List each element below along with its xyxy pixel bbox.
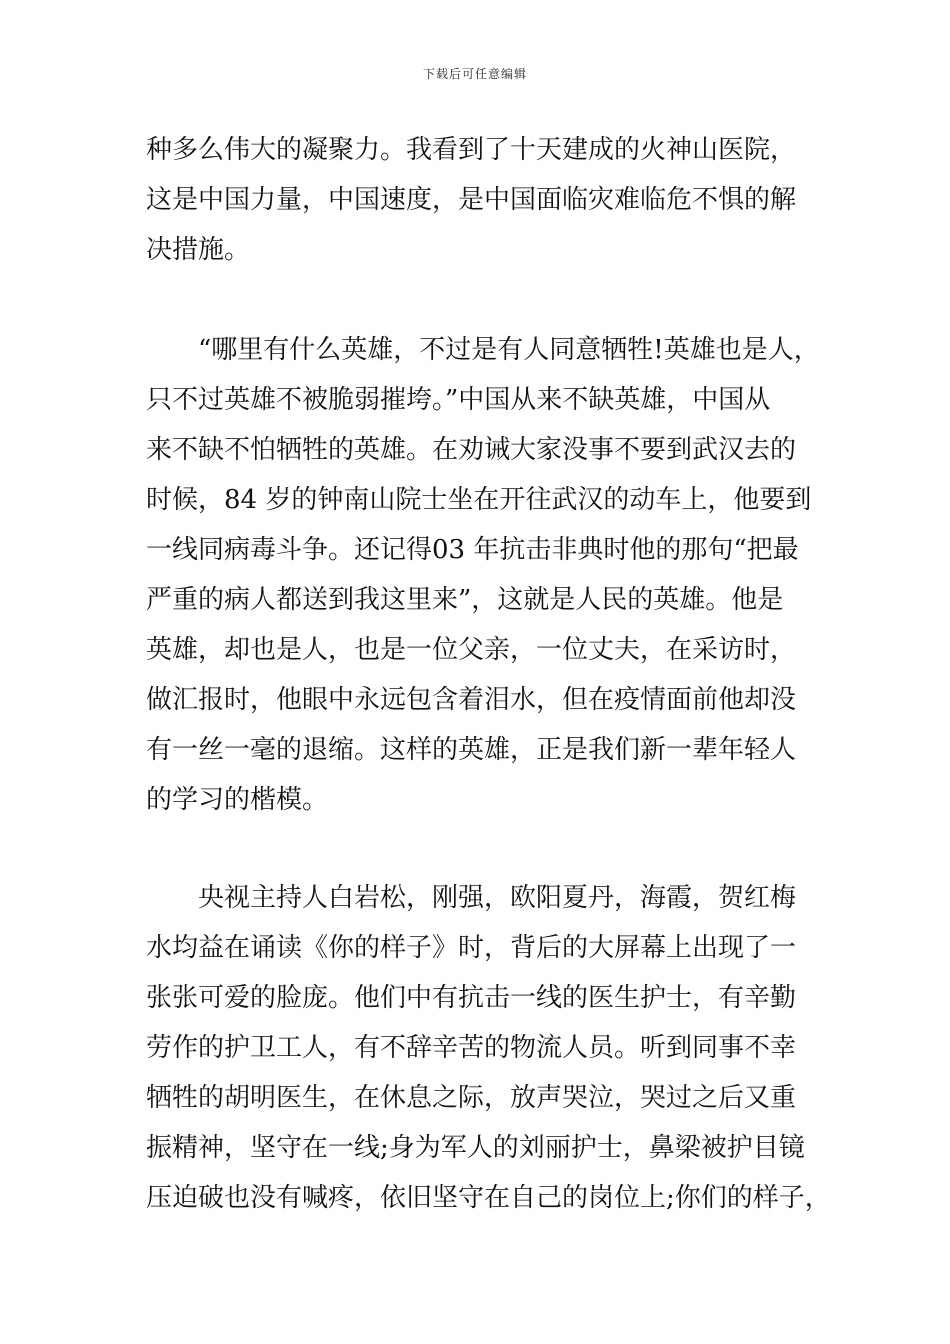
paragraph-2-line: 来不缺不怕牺牲的英雄。在劝诫大家没事不要到武汉去的: [146, 435, 797, 465]
paragraph-2-line: 有一丝一毫的退缩。这样的英雄，正是我们新一辈年轻人: [146, 735, 797, 765]
paragraph-2-line: “哪里有什么英雄，不过是有人同意牺牲!英雄也是人，: [198, 335, 820, 365]
paragraph-3-line: 张张可爱的脸庞。他们中有抗击一线的医生护士，有辛勤: [146, 983, 797, 1013]
paragraph-2-line: 时候，84 岁的钟南山院士坐在开往武汉的动车上，他要到: [146, 485, 812, 515]
header-note: 下载后可任意编辑: [422, 67, 527, 81]
paragraph-2-line: 做汇报时，他眼中永远包含着泪水，但在疫情面前他却没: [146, 685, 797, 715]
paragraph-1-line: 种多么伟大的凝聚力。我看到了十天建成的火神山医院，: [146, 135, 797, 165]
paragraph-2-line: 只不过英雄不被脆弱摧垮。”中国从来不缺英雄，中国从: [146, 385, 771, 415]
paragraph-1-line: 这是中国力量，中国速度，是中国面临灾难临危不惧的解: [146, 185, 797, 215]
paragraph-2-line: 的学习的楷模。: [146, 785, 329, 815]
paragraph-3-line: 压迫破也没有喊疼，依旧坚守在自己的岗位上;你们的样子，: [146, 1183, 831, 1213]
paragraph-3-line: 振精神，坚守在一线;身为军人的刘丽护士，鼻梁被护目镜: [146, 1133, 805, 1163]
paragraph-2-line: 一线同病毒斗争。还记得03 年抗击非典时他的那句“把最: [146, 535, 799, 565]
paragraph-2-line: 严重的病人都送到我这里来”，这就是人民的英雄。他是: [146, 585, 784, 615]
paragraph-2-line: 英雄，却也是人，也是一位父亲，一位丈夫，在采访时，: [146, 635, 797, 665]
paragraph-3-line: 劳作的护卫工人，有不辞辛苦的物流人员。听到同事不幸: [146, 1033, 797, 1063]
paragraph-3-line: 央视主持人白岩松，刚强，欧阳夏丹，海霞，贺红梅: [198, 883, 797, 913]
paragraph-3-line: 牺牲的胡明医生，在休息之际，放声哭泣，哭过之后又重: [146, 1083, 797, 1113]
paragraph-3-line: 水均益在诵读《你的样子》时，背后的大屏幕上出现了一: [146, 933, 797, 963]
paragraph-1-line: 决措施。: [146, 235, 251, 265]
